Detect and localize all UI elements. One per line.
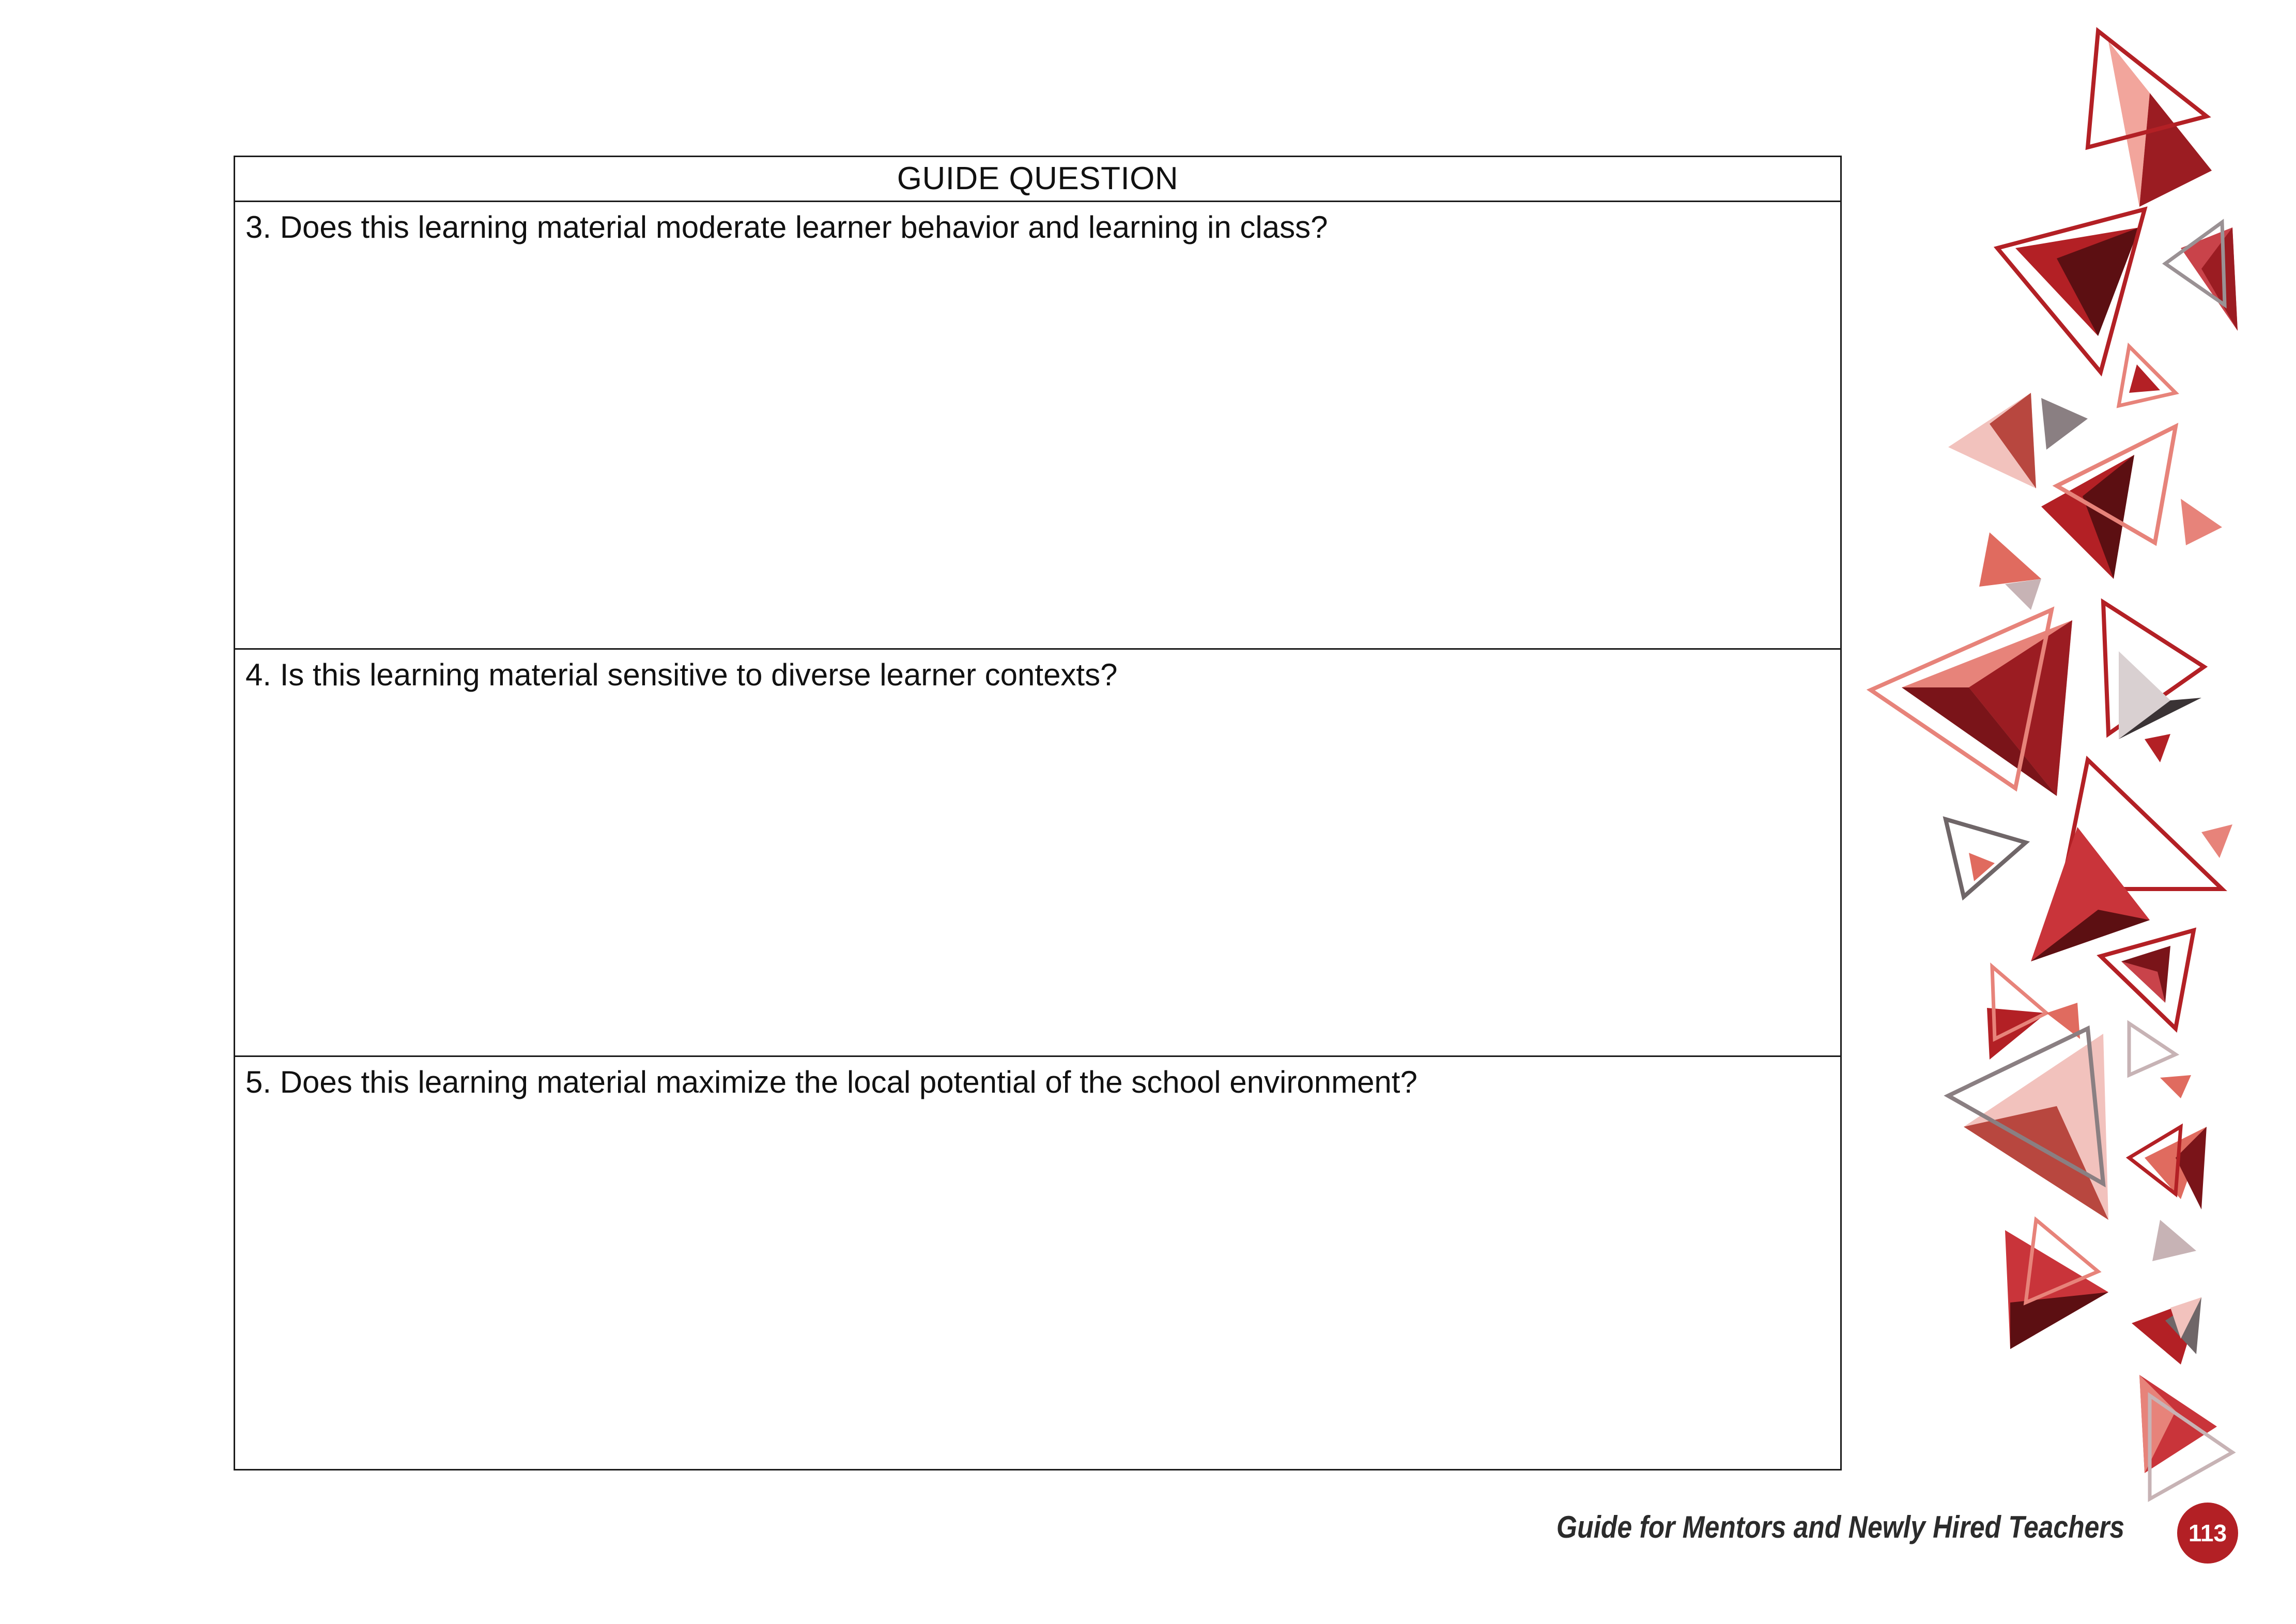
triangle-shape	[1997, 209, 2145, 372]
triangle-shape	[2152, 1220, 2196, 1261]
triangle-shape	[2129, 1127, 2207, 1209]
guide-question-table	[234, 156, 1842, 1470]
triangle-shape	[2129, 1023, 2191, 1098]
question-text: 4. Is this learning material sensitive to diverse learner contexts?	[245, 657, 1118, 692]
triangle-shape	[2088, 31, 2212, 207]
question-row-3	[235, 202, 1840, 650]
triangle-shape	[1946, 819, 2026, 897]
triangle-shape	[2139, 1375, 2232, 1499]
triangle-shape	[2165, 222, 2238, 331]
triangle-shape	[2101, 930, 2194, 1029]
page-number-badge: 113	[2177, 1503, 2238, 1564]
triangle-shape	[1948, 1029, 2108, 1220]
triangle-shape	[1871, 610, 2072, 796]
footer-title: Guide for Mentors and Newly Hired Teachers	[1556, 1510, 2124, 1544]
question-row-4	[235, 650, 1840, 1057]
triangle-shape	[2119, 346, 2176, 406]
triangle-shape	[2005, 1220, 2108, 1349]
question-text: 3. Does this learning material moderate learner behavior and learning in class?	[245, 210, 1328, 244]
triangle-shape	[2132, 1297, 2201, 1365]
triangle-shape	[2031, 760, 2232, 961]
triangle-shape	[1979, 532, 2041, 610]
triangle-shape	[1987, 967, 2080, 1060]
question-text: 5. Does this learning material maximize the local potential of the school environment?	[245, 1065, 1417, 1099]
decorative-triangles	[1840, 0, 2296, 1624]
triangle-shape	[2103, 602, 2204, 762]
triangle-shape	[2041, 426, 2222, 579]
triangle-shape	[1948, 393, 2088, 488]
question-row-5	[235, 1057, 1840, 1469]
table-header: GUIDE QUESTION	[235, 157, 1840, 202]
